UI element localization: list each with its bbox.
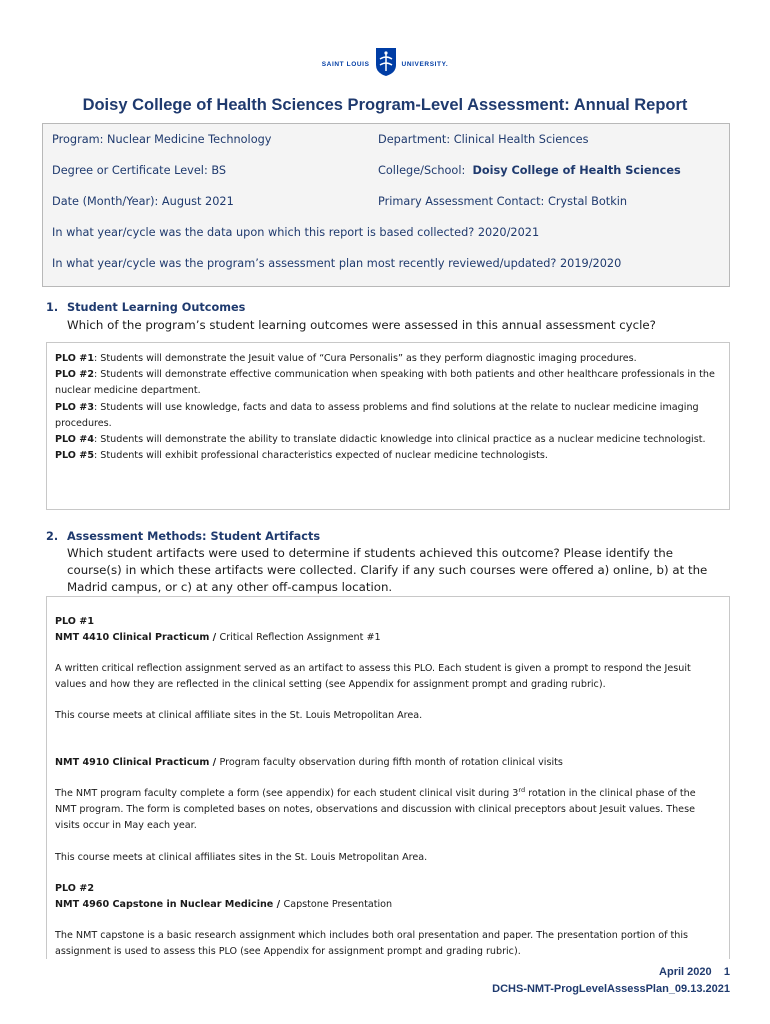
footer-date: April 2020: [659, 966, 712, 978]
plo-text: : Students will use knowledge, facts and data to assess problems and find solutions at the relate to nuclear medicine imaging procedures.: [55, 401, 699, 429]
course2-desc-sup: rd: [518, 785, 526, 794]
course1-bold: NMT 4410 Clinical Practicum /: [55, 632, 220, 643]
section1-number: 1.: [46, 301, 59, 314]
plan-year-field: In what year/cycle was the program’s assessment plan most recently reviewed/updated? 2019/2020: [52, 257, 622, 270]
course3-rest: Capstone Presentation: [283, 899, 393, 910]
plo-label: PLO #1: [55, 353, 95, 364]
data-year-field: In what year/cycle was the data upon which this report is based collected? 2020/2021: [52, 226, 540, 239]
footer-date-page: [659, 966, 730, 978]
course1-rest: Critical Reflection Assignment #1: [219, 632, 381, 643]
course3-description: The NMT capstone is a basic research assignment which includes both oral presentation and paper. The presentation portion of this assignment is used to assess this PLO (see Appendix for assignment prompt and grading rubric).: [55, 930, 689, 957]
plo-text: : Students will demonstrate the ability to translate didactic knowledge into clinical practice as a nuclear medicine technologist.: [94, 434, 706, 446]
course2-line: [55, 755, 719, 771]
section2-heading: [46, 530, 320, 543]
plo-label: PLO #5: [55, 450, 95, 462]
program-field: Program: Nuclear Medicine Technology: [52, 133, 272, 146]
course2-desc-a: The NMT program faculty complete a form (see appendix) for each student clinical visit during 3: [55, 788, 519, 799]
program-info-box: [42, 123, 730, 287]
page-title: Doisy College of Health Sciences Program-Level Assessment: Annual Report: [82, 96, 688, 114]
section1-heading: [46, 301, 245, 314]
course1-line: [55, 630, 719, 646]
course2-bold: NMT 4910 Clinical Practicum /: [55, 757, 220, 768]
plo-label: PLO #3: [55, 401, 95, 413]
plo-item: [55, 367, 721, 399]
university-logo: [0, 46, 770, 82]
footer-page: 1: [723, 966, 730, 978]
plo2-label: [55, 881, 719, 897]
logo-text-right: UNIVERSITY.: [401, 60, 449, 68]
department-field: Department: Clinical Health Sciences: [378, 133, 589, 146]
plo-label: PLO #4: [55, 434, 95, 446]
shield-icon: [375, 47, 397, 81]
course1-description: A written critical reflection assignment served as an artifact to assess this PLO. Each student is given a prompt to respond the Jesuit values and how they are reflected in the clinical setting (see Appendix for assignment prompt and grading rubric).: [55, 663, 691, 690]
artifacts-box: [46, 596, 730, 959]
degree-field: Degree or Certificate Level: BS: [52, 164, 227, 177]
course1-site: This course meets at clinical affiliate sites in the St. Louis Metropolitan Area.: [55, 710, 423, 721]
plo1-label: [55, 614, 719, 630]
contact-field: Primary Assessment Contact: Crystal Botkin: [378, 195, 628, 208]
college-label: College/School:: [378, 164, 473, 177]
plo-item: [55, 448, 721, 464]
course3-line: [55, 897, 719, 913]
college-value: Doisy College of Health Sciences: [472, 164, 681, 177]
logo-text-left: SAINT LOUIS: [321, 60, 370, 68]
section1-title: Student Learning Outcomes: [67, 301, 246, 314]
plo-label: PLO #2: [55, 369, 95, 381]
course3-bold: NMT 4960 Capstone in Nuclear Medicine /: [55, 899, 284, 910]
course2-site: This course meets at clinical affiliates sites in the St. Louis Metropolitan Area.: [55, 852, 428, 863]
date-field: Date (Month/Year): August 2021: [52, 195, 234, 208]
plo-list-box: [46, 342, 730, 510]
section2-question: Which student artifacts were used to determine if students achieved this outcome? Please identify the course(s) in which these artifacts were collected. Clarify if any such courses were offered a) online, b) at the Madrid campus, or c) at any other off-campus location.: [67, 546, 708, 594]
plo-item: [55, 400, 721, 432]
course2-description: [55, 786, 719, 834]
plo1-label-text: PLO #1: [55, 616, 95, 627]
college-field: [378, 164, 681, 177]
plo-text: : Students will exhibit professional characteristics expected of nuclear medicine technologists.: [94, 450, 548, 462]
plo-text: : Students will demonstrate effective communication when speaking with both patients and other healthcare professionals in the nuclear medicine department.: [55, 369, 715, 397]
plo-item: [55, 351, 721, 367]
plo-item: [55, 432, 721, 448]
section2-number: 2.: [46, 530, 59, 543]
plo2-label-text: PLO #2: [55, 883, 95, 894]
course2-desc-b: rotation in the clinical phase of the NMT program. The form is completed bases on notes, observations and discussion with clinical preceptors about Jesuit values. These visits occur in May each year.: [55, 788, 696, 831]
course2-rest: Program faculty observation during fifth month of rotation clinical visits: [219, 757, 563, 768]
footer-docid: DCHS-NMT-ProgLevelAssessPlan_09.13.2021: [492, 983, 730, 995]
section1-question: Which of the program’s student learning outcomes were assessed in this annual assessment cycle?: [67, 318, 656, 332]
section2-title: Assessment Methods: Student Artifacts: [67, 530, 321, 543]
plo-text: : Students will demonstrate the Jesuit value of “Cura Personalis” as they perform diagnostic imaging procedures.: [94, 353, 637, 364]
